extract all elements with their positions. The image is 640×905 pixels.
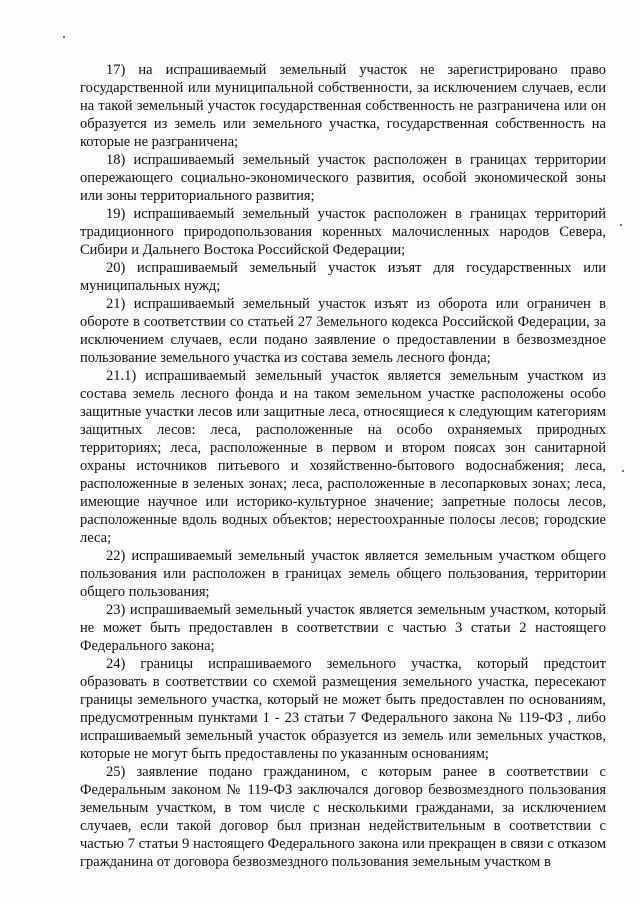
document-body (80, 61, 606, 871)
paragraph-item-25: 25) заявление подано гражданином, с которым ранее в соответствии с Федеральным законом № 119-ФЗ заключался договор безвозмездного пользования земельным участком, в том числе с несколькими гражданами, за исключением случаев, если такой договор был признан недействительным в соответствии с частью 7 статьи 9 настоящего Федерального закона или прекращен в связи с отказом гражданина от договора безвозмездного пользования земельным участком в (80, 764, 606, 870)
paragraph-item-21-1: 21.1) испрашиваемый земельный участок является земельным участком из состава земель лесного фонда и на таком земельном участке расположены особо защитные участки лесов или защитные леса, относящиеся к следующим категориям защитных лесов: леса, расположенные на особо охраняемых природных территориях; леса, расположенные в первом и втором поясах зон санитарной охраны источников питьевого и хозяйственно-бытового водоснабжения; леса, расположенные в зеленых зонах; леса, расположенные в лесопарковых зонах; леса, имеющие научное или историко-культурное значение; запретные полосы лесов, расположенные вдоль водных объектов; нерестоохранные полосы лесов; городские леса; (80, 368, 606, 546)
paragraph-item-18: 18) испрашиваемый земельный участок расположен в границах территории опережающего социально-экономического развития, особой экономической зоны или зоны территориального развития; (80, 152, 606, 204)
scan-speck (63, 36, 65, 38)
paragraph-item-17: 17) на испрашиваемый земельный участок не зарегистрировано право государственной или муниципальной собственности, за исключением случаев, если на такой земельный участок государственная собственность не разграничена или он образуется из земель или земельного участка, государственная собственность на которые не разграничена; (80, 62, 606, 150)
scan-speck (620, 224, 622, 226)
paragraph-item-20: 20) испрашиваемый земельный участок изъят для государственных или муниципальных нужд; (80, 260, 606, 294)
paragraph-item-22: 22) испрашиваемый земельный участок является земельным участком общего пользования или расположен в границах земель общего пользования, территории общего пользования; (80, 548, 606, 600)
paragraph-item-24: 24) границы испрашиваемого земельного участка, который предстоит образовать в соответствии со схемой размещения земельного участка, пересекают границы земельного участка, который не может быть предоставлен по основаниям, предусмотренным пунктами 1 - 23 статьи 7 Федерального закона № 119-ФЗ , либо испрашиваемый земельный участок образуется из земель или земельных участков, которые не могут быть предоставлены по указанным основаниям; (80, 656, 606, 762)
paragraph-item-23: 23) испрашиваемый земельный участок является земельным участком, который не может быть предоставлен в соответствии с частью 3 статьи 2 настоящего Федерального закона; (80, 602, 606, 654)
paragraph-item-19: 19) испрашиваемый земельный участок расположен в границах территорий традиционного природопользования коренных малочисленных народов Севера, Сибири и Дальнего Востока Российской Федерации; (80, 206, 606, 258)
paragraph-item-21: 21) испрашиваемый земельный участок изъят из оборота или ограничен в обороте в соответствии со статьей 27 Земельного кодекса Российской Федерации, за исключением случаев, если подано заявление о предоставлении в безвозмездное пользование земельного участка из состава земель лесного фонда; (80, 296, 606, 366)
scan-speck (622, 470, 624, 472)
